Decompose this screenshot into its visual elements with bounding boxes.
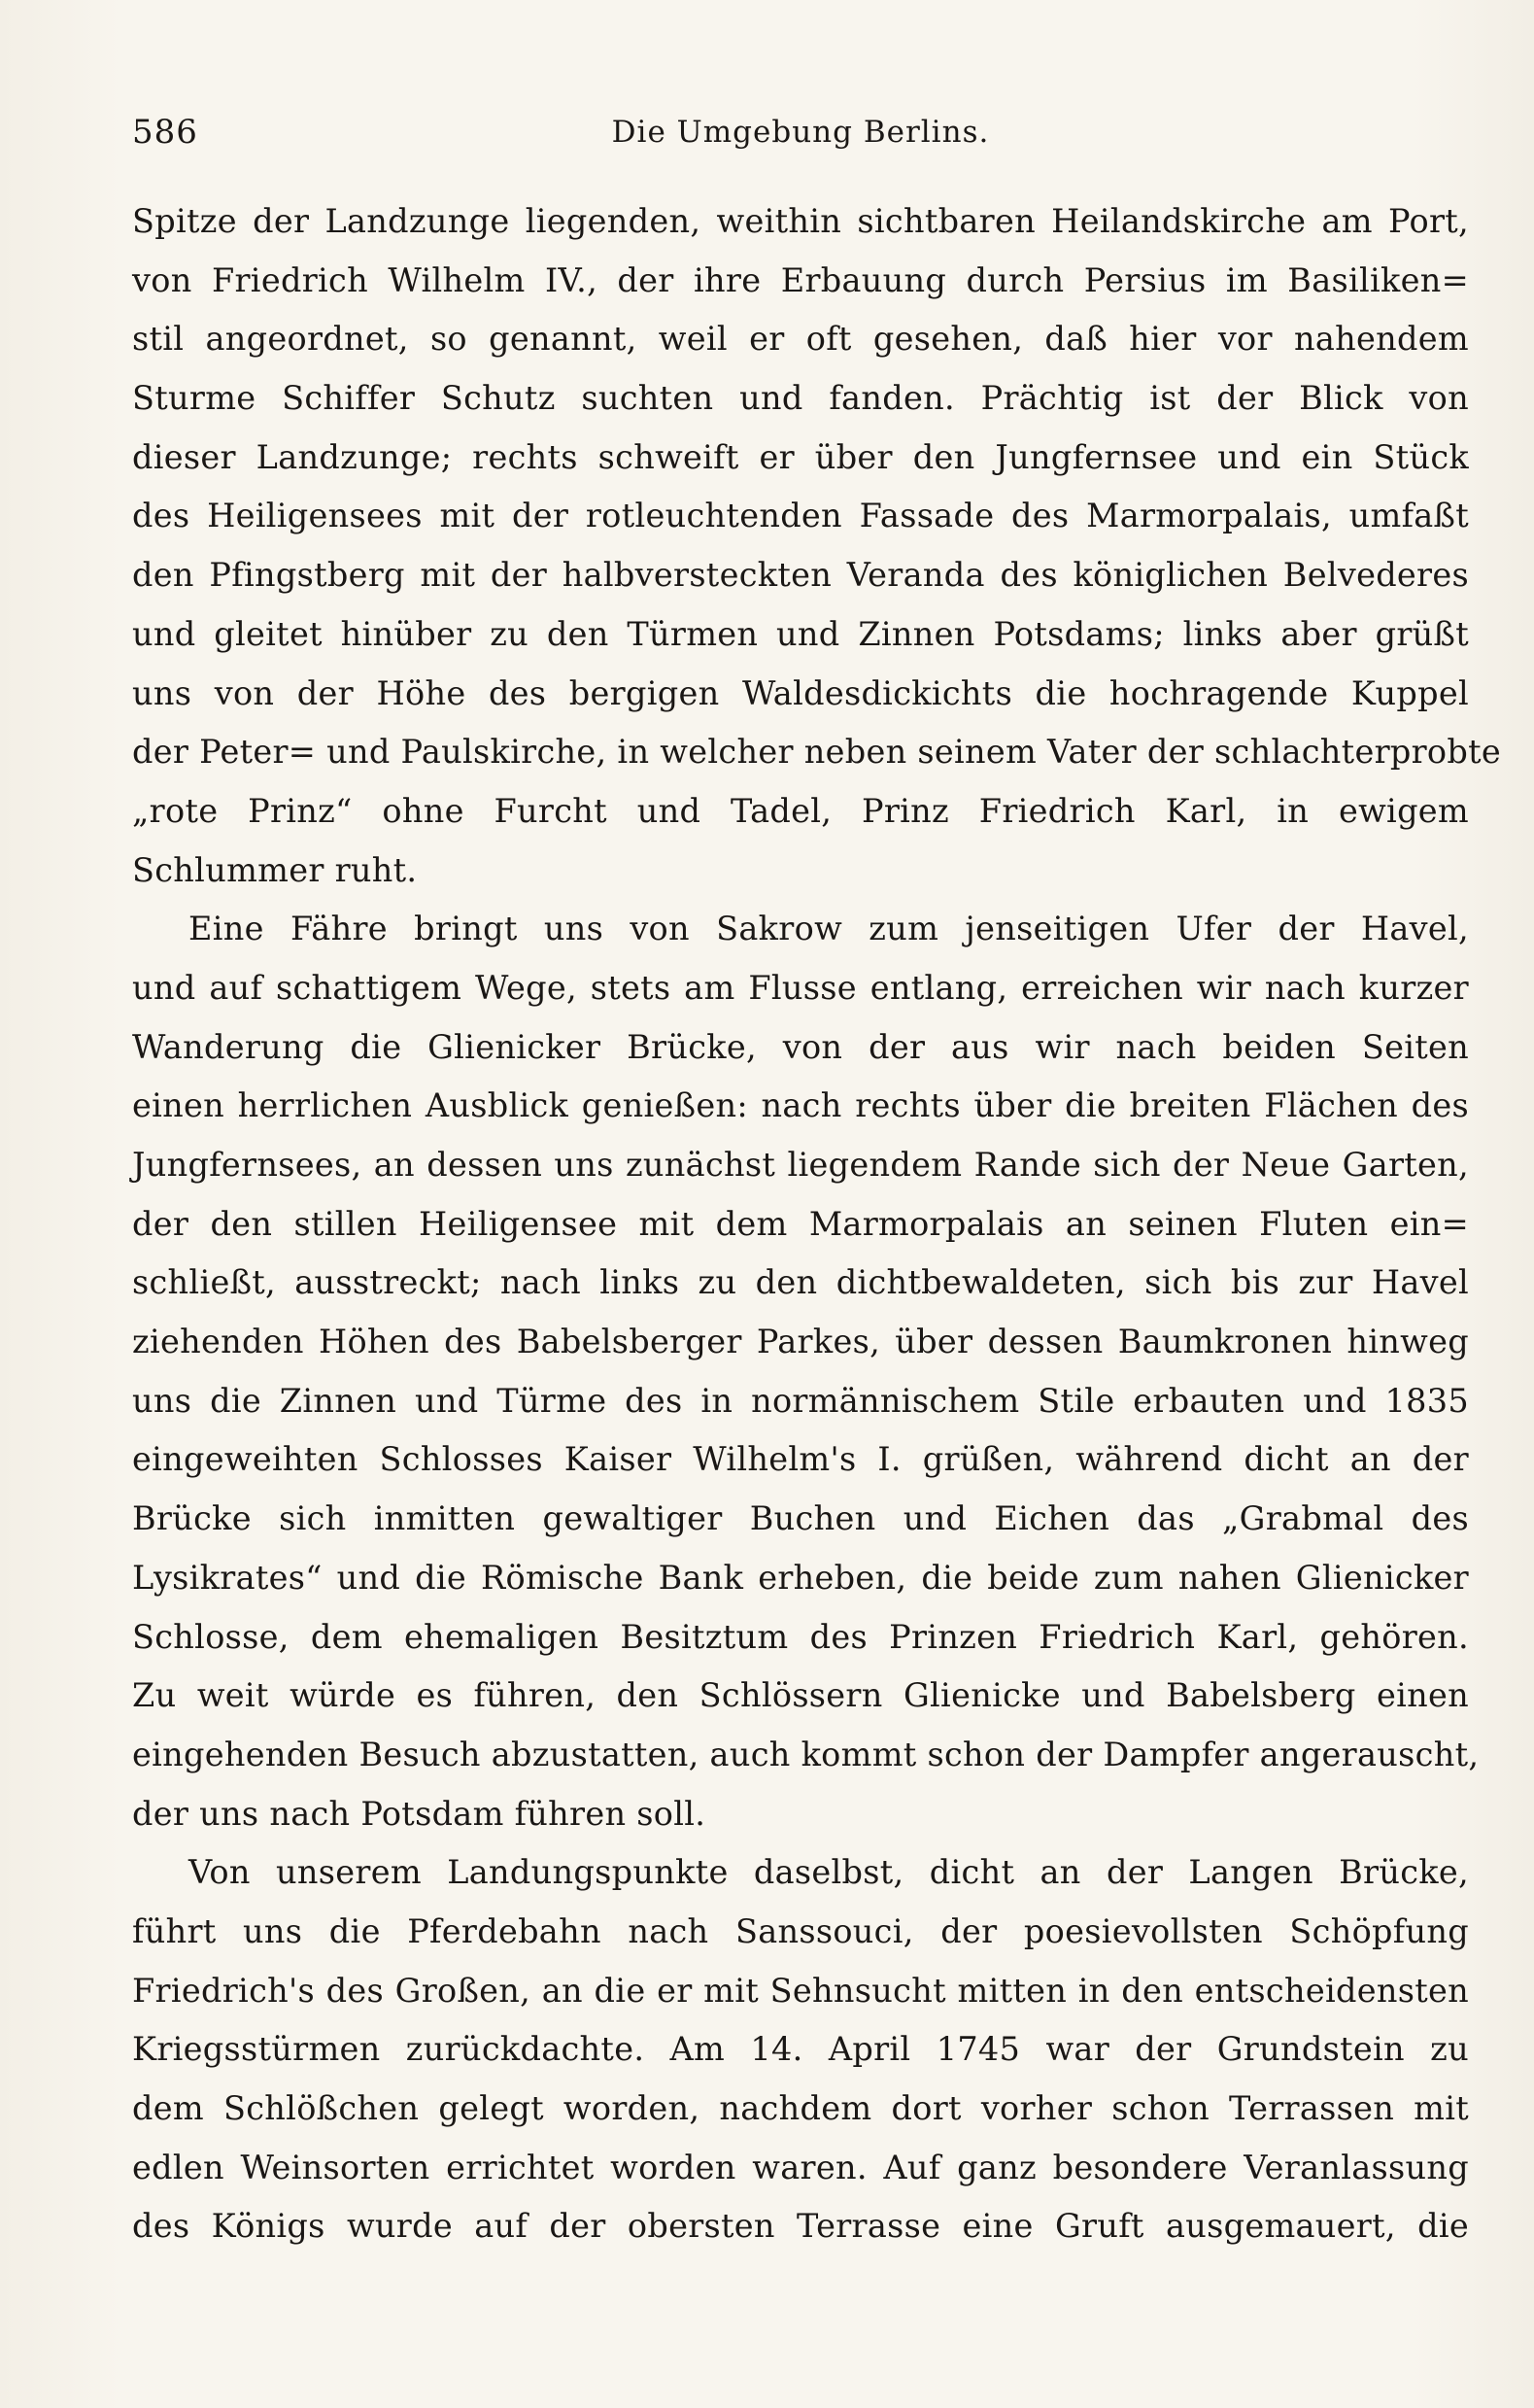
text-line: Schlosse, dem ehemaligen Besitztum des Prinzen Friedrich Karl, gehören.: [132, 1617, 1469, 1656]
text-line: „rote Prinz“ ohne Furcht und Tadel, Prinz Friedrich Karl, in ewigem: [132, 791, 1469, 830]
body-text: [132, 192, 1502, 2256]
page-number: 586: [132, 113, 198, 152]
text-line: dem Schlößchen gelegt worden, nachdem dort vorher schon Terrassen mit: [132, 2089, 1469, 2127]
text-line: Jungfernsees, an dessen uns zunächst liegendem Rande sich der Neue Garten,: [132, 1146, 1469, 1184]
text-line: uns die Zinnen und Türme des in normännischem Stile erbauten und 1835: [132, 1381, 1469, 1420]
text-line: schließt, ausstreckt; nach links zu den dichtbewaldeten, sich bis zur Havel: [132, 1263, 1469, 1302]
text-line: eingeweihten Schlosses Kaiser Wilhelm's I. grüßen, während dicht an der: [132, 1440, 1469, 1479]
text-line: Brücke sich inmitten gewaltiger Buchen und Eichen das „Grabmal des: [132, 1499, 1469, 1538]
text-line: dieser Landzunge; rechts schweift er über den Jungfernsee und ein Stück: [132, 437, 1469, 476]
text-line: der Peter= und Paulskirche, in welcher neben seinem Vater der schlachterprobte: [132, 733, 1502, 772]
text-line: eingehenden Besuch abzustatten, auch kommt schon der Dampfer angerauscht,: [132, 1735, 1480, 1773]
text-line: einen herrlichen Ausblick genießen: nach rechts über die breiten Flächen des: [132, 1086, 1469, 1125]
text-line: des Heiligensees mit der rotleuchtenden Fassade des Marmorpalais, umfaßt: [132, 497, 1469, 535]
text-line: von Friedrich Wilhelm IV., der ihre Erbauung durch Persius im Basiliken=: [132, 260, 1469, 299]
text-line: Schlummer ruht.: [132, 850, 418, 889]
text-line: Von unserem Landungspunkte daselbst, dicht an der Langen Brücke,: [188, 1853, 1469, 1892]
text-line: Wanderung die Glienicker Brücke, von der aus wir nach beiden Seiten: [132, 1027, 1469, 1066]
running-title: Die Umgebung Berlins.: [611, 115, 990, 150]
text-line: und auf schattigem Wege, stets am Flusse entlang, erreichen wir nach kurzer: [132, 968, 1469, 1007]
text-line: Zu weit würde es führen, den Schlössern Glienicke und Babelsberg einen: [132, 1676, 1469, 1715]
page-header: [132, 107, 1469, 157]
text-line: edlen Weinsorten errichtet worden waren. Auf ganz besondere Veranlassung: [132, 2148, 1469, 2186]
text-line: und gleitet hinüber zu den Türmen und Zinnen Potsdams; links aber grüßt: [132, 614, 1469, 653]
text-line: den Pfingstberg mit der halbversteckten Veranda des königlichen Belvederes: [132, 556, 1469, 595]
text-line: ziehenden Höhen des Babelsberger Parkes, über dessen Baumkronen hinweg: [132, 1323, 1469, 1361]
text-line: Lysikrates“ und die Römische Bank erheben, die beide zum nahen Glienicker: [132, 1558, 1469, 1597]
text-line: stil angeordnet, so genannt, weil er oft gesehen, daß hier vor nahendem: [132, 320, 1469, 359]
text-line: Eine Fähre bringt uns von Sakrow zum jenseitigen Ufer der Havel,: [188, 910, 1469, 948]
text-line: Sturme Schiffer Schutz suchten und fanden. Prächtig ist der Blick von: [132, 379, 1469, 418]
text-line: des Königs wurde auf der obersten Terrasse eine Gruft ausgemauert, die: [132, 2207, 1469, 2246]
text-line: Friedrich's des Großen, an die er mit Sehnsucht mitten in den entscheidensten: [132, 1971, 1469, 2010]
text-line: uns von der Höhe des bergigen Waldesdickichts die hochragende Kuppel: [132, 673, 1469, 712]
text-line: führt uns die Pferdebahn nach Sanssouci, der poesievollsten Schöpfung: [132, 1911, 1469, 1950]
text-line: Spitze der Landzunge liegenden, weithin sichtbaren Heilandskirche am Port,: [132, 202, 1469, 240]
text-line: Kriegsstürmen zurückdachte. Am 14. April 1745 war der Grundstein zu: [132, 2030, 1469, 2069]
text-line: der den stillen Heiligensee mit dem Marmorpalais an seinen Fluten ein=: [132, 1204, 1469, 1243]
text-line: der uns nach Potsdam führen soll.: [132, 1794, 706, 1833]
